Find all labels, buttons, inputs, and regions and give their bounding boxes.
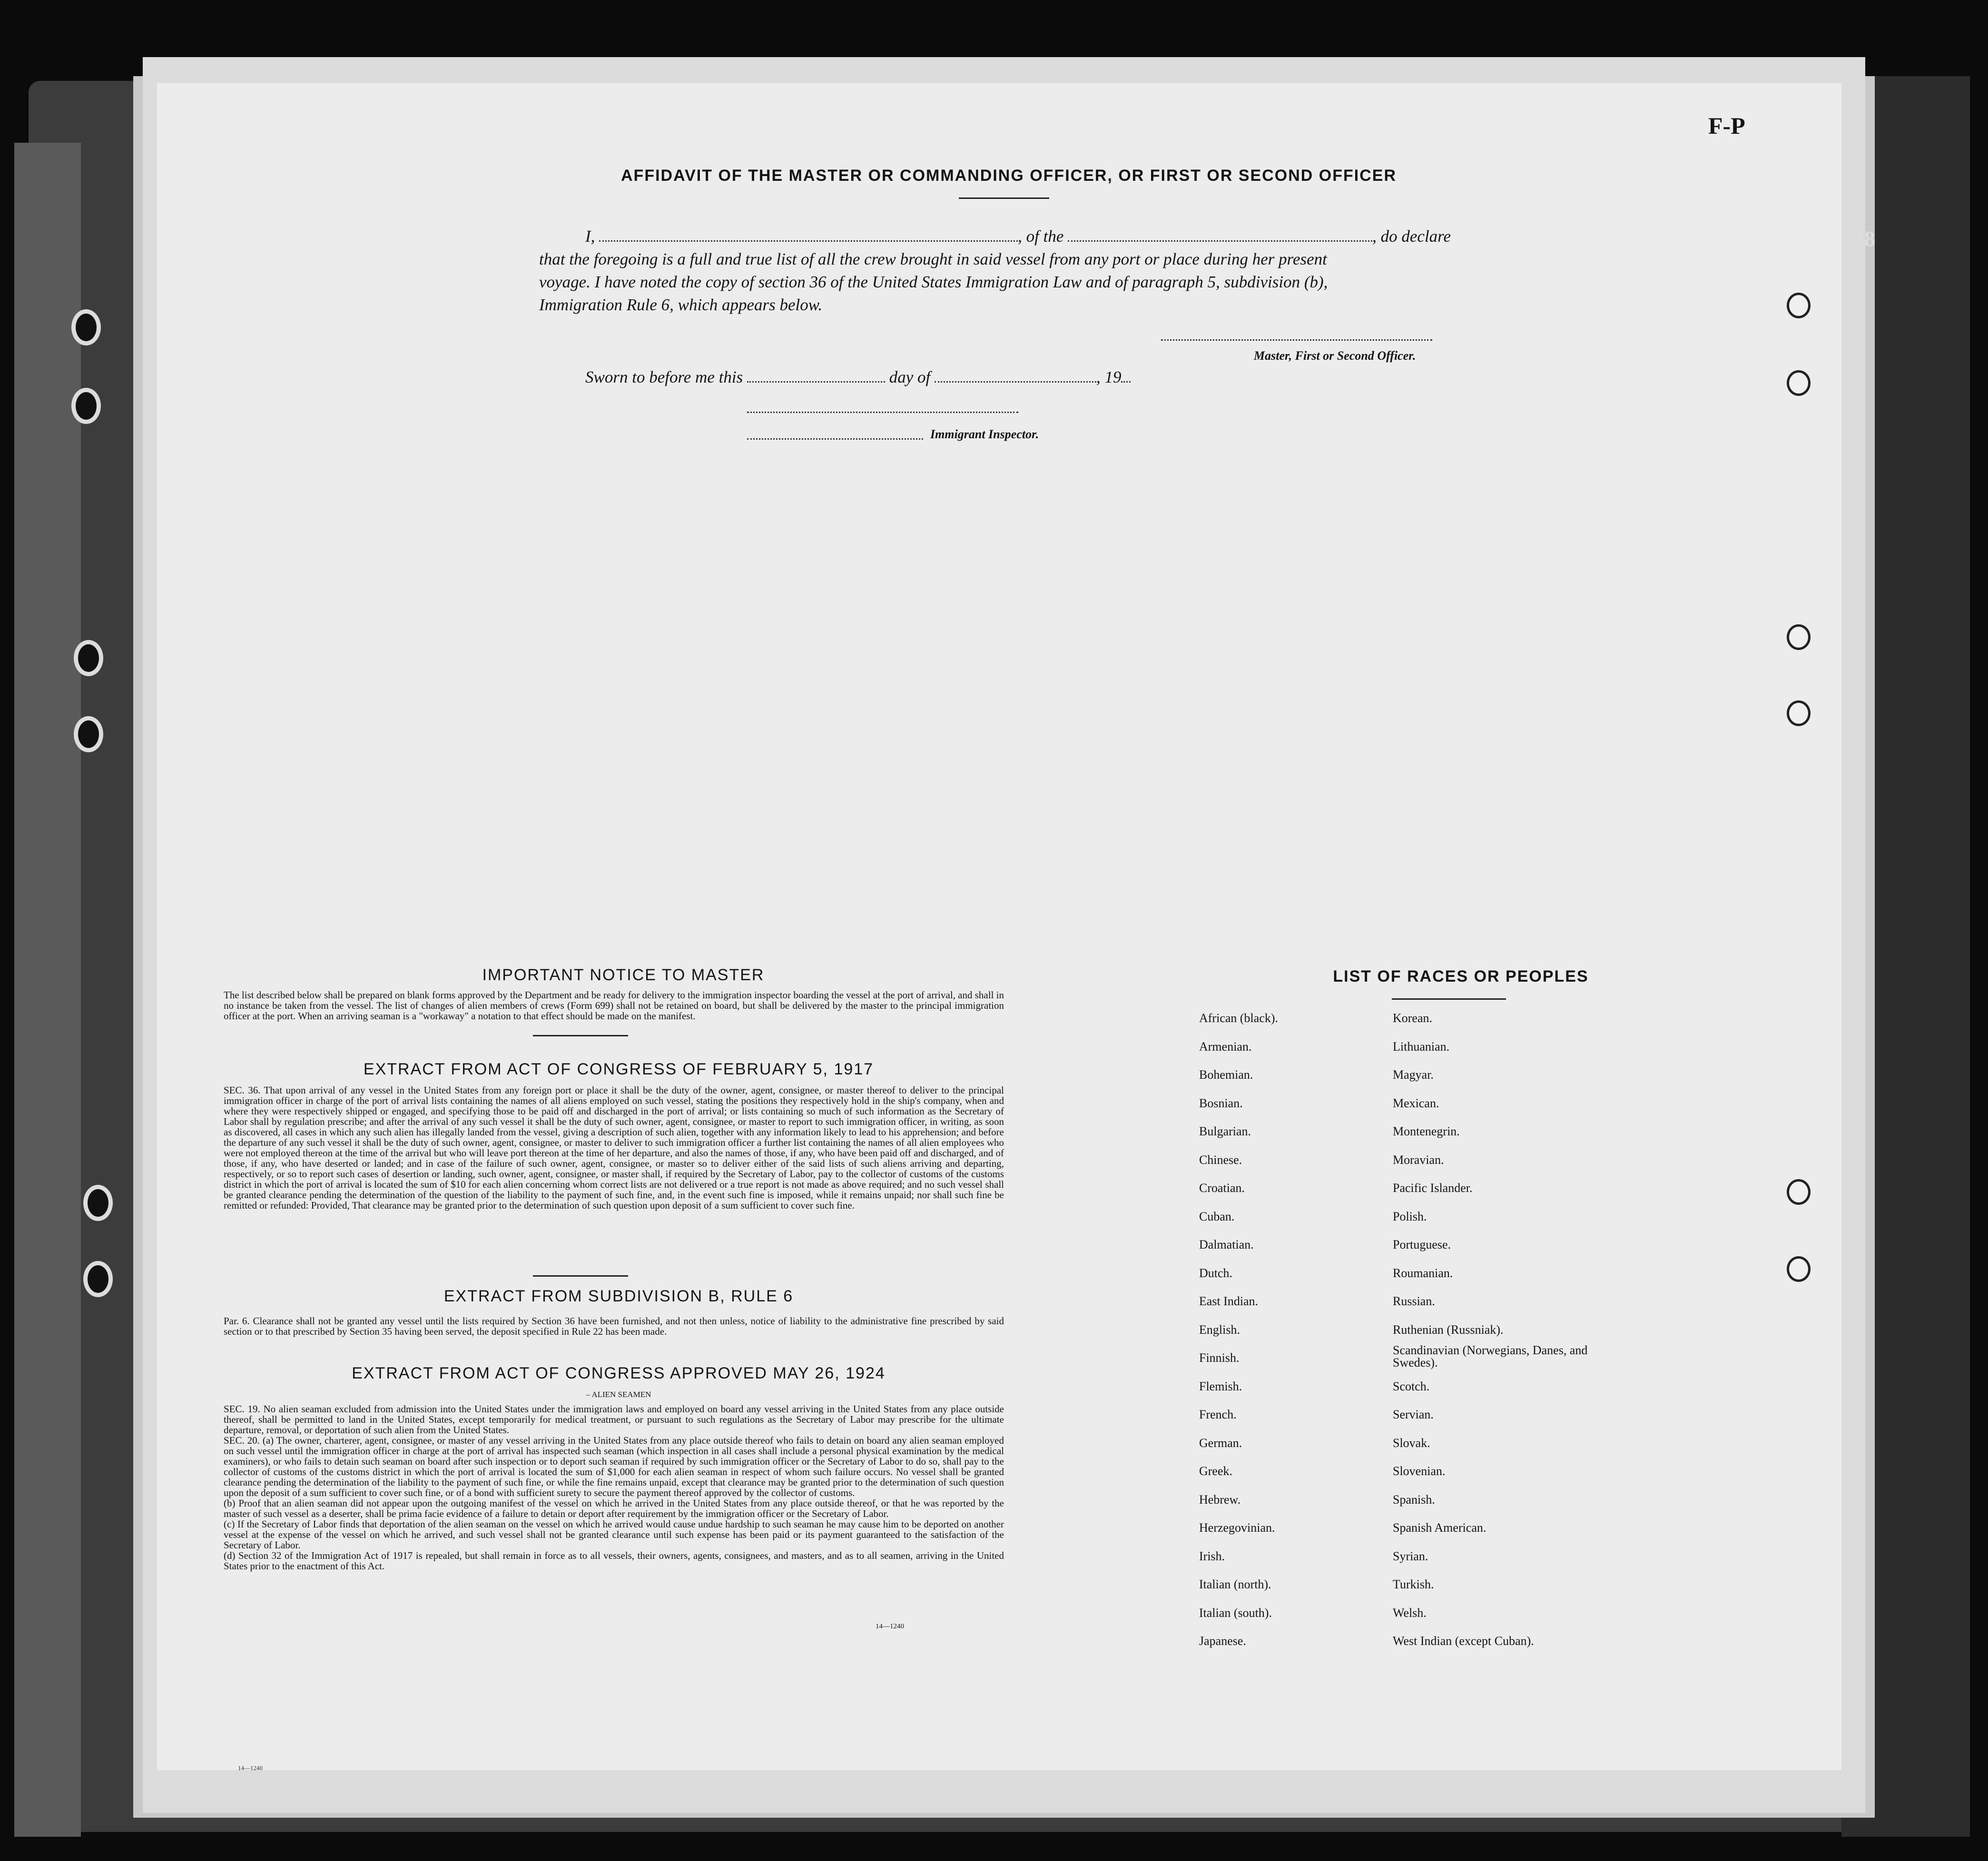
edge-mark: 28 <box>1853 226 1875 251</box>
race-item: Bulgarian. <box>1199 1124 1251 1138</box>
race-item: French. <box>1199 1408 1237 1421</box>
sworn-day-blank[interactable] <box>747 381 885 383</box>
sworn-year-blank[interactable] <box>1121 381 1131 383</box>
race-item: Bohemian. <box>1199 1068 1253 1082</box>
races-title-underline <box>1392 998 1506 1000</box>
race-item: Greek. <box>1199 1464 1233 1478</box>
race-item: Finnish. <box>1199 1351 1240 1365</box>
race-item: Mexican. <box>1393 1096 1439 1110</box>
punch-hole <box>1787 1179 1811 1205</box>
extract-rule6-text: Par. 6. Clearance shall not be granted any vessel until the lists required by Section 36 have been furnished, and not then unless, notice of liability to the administrative fine prescribed by said section or to that prescribed by Section 35 having been served, the deposit specified in Rule 22 has been made. <box>224 1315 1004 1337</box>
title-underline <box>959 197 1049 199</box>
master-signature-caption: Master, First or Second Officer. <box>1254 349 1416 363</box>
race-item: Magyar. <box>1393 1068 1434 1082</box>
punch-hole <box>1787 700 1811 726</box>
punch-hole <box>1787 370 1811 396</box>
sworn-line-end: , 19 <box>1096 368 1122 386</box>
race-item: Japanese. <box>1199 1634 1246 1648</box>
binder-hole <box>74 716 103 752</box>
race-item: Spanish American. <box>1393 1521 1486 1535</box>
punch-hole <box>1787 1256 1811 1282</box>
race-item: Chinese. <box>1199 1152 1242 1167</box>
extract-1924-title: EXTRACT FROM ACT OF CONGRESS APPROVED MAY 26, 1924 <box>352 1364 886 1382</box>
race-item: Korean. <box>1393 1011 1433 1025</box>
punch-hole <box>1787 624 1811 650</box>
race-item: Roumanian. <box>1393 1266 1453 1280</box>
race-item: Flemish. <box>1199 1379 1242 1393</box>
extract-1924-subtitle: – ALIEN SEAMEN <box>586 1390 651 1399</box>
binder-hole <box>74 640 103 676</box>
corner-mark: F-P <box>1708 112 1745 139</box>
master-signature-line[interactable] <box>1161 339 1432 341</box>
race-item: Spanish. <box>1393 1492 1435 1507</box>
race-item: Montenegrin. <box>1393 1124 1460 1138</box>
race-item: German. <box>1199 1436 1242 1450</box>
affidavit-line-3: voyage. I have noted the copy of section 36 of the United States Immigration Law and of paragraph 5, subdivision (b), <box>539 273 1328 291</box>
notice-title: IMPORTANT NOTICE TO MASTER <box>482 966 765 984</box>
race-item: Welsh. <box>1393 1605 1427 1620</box>
section-divider <box>533 1275 628 1277</box>
race-item: Italian (south). <box>1199 1605 1272 1620</box>
affidavit-line-4: Immigration Rule 6, which appears below. <box>539 295 823 314</box>
race-item: Scandinavian (Norwegians, Danes, and Swedes). <box>1393 1343 1588 1369</box>
binder-hole <box>83 1261 113 1297</box>
race-item: Bosnian. <box>1199 1096 1243 1110</box>
race-item: Syrian. <box>1393 1549 1428 1563</box>
race-item: Irish. <box>1199 1549 1225 1563</box>
race-item: Italian (north). <box>1199 1577 1271 1591</box>
race-item: Moravian. <box>1393 1152 1444 1167</box>
affidavit-line-1 <box>585 227 1451 246</box>
sworn-month-blank[interactable] <box>935 381 1096 383</box>
race-item: Dutch. <box>1199 1266 1233 1280</box>
race-item: Croatian. <box>1199 1181 1245 1195</box>
inspector-signature-line[interactable] <box>747 412 1018 413</box>
vessel-name-blank[interactable] <box>1068 240 1372 242</box>
punch-hole <box>1787 293 1811 318</box>
race-item: Turkish. <box>1393 1577 1434 1591</box>
race-item: Ruthenian (Russniak). <box>1393 1322 1504 1337</box>
binder-hole <box>83 1185 113 1221</box>
race-item: Scotch. <box>1393 1379 1430 1393</box>
sworn-line <box>585 368 1131 387</box>
extract-1924-paragraph: (d) Section 32 of the Immigration Act of 1917 is repealed, but shall remain in force as to all vessels, their owners, agents, consignees, and masters, and as to all seamen, arriving in the United States prior to the enactment of this Act. <box>224 1550 1004 1572</box>
race-item: Cuban. <box>1199 1209 1235 1223</box>
race-item: Russian. <box>1393 1294 1435 1308</box>
affidavit-title: AFFIDAVIT OF THE MASTER OR COMMANDING OFFICER, OR FIRST OR SECOND OFFICER <box>621 167 1397 185</box>
affidavit-line-1-start: I, <box>585 227 595 246</box>
binder-hole <box>71 388 101 424</box>
section-divider <box>533 1035 628 1036</box>
race-item: Polish. <box>1393 1209 1427 1223</box>
race-item: Herzegovinian. <box>1199 1521 1275 1535</box>
manifest-back-page <box>157 83 1875 1772</box>
extract-1924-paragraph: SEC. 19. No alien seaman excluded from admission into the United States under the immigration laws and employed on board any vessel arriving in the United States from any place outside thereof, shall be permitted to land in the United States, except temporarily for medical treatment, or pursuant to such regulations as the Secretary of Labor may prescribe for the ultimate departure, removal, or deportation of such alien from the United States. <box>224 1403 1004 1436</box>
extract-1924-body <box>224 1404 1004 1571</box>
extract-rule6-title: EXTRACT FROM SUBDIVISION B, RULE 6 <box>443 1287 794 1305</box>
race-item: Servian. <box>1393 1408 1434 1421</box>
footer-form-number: 14—1240 <box>238 1764 263 1772</box>
binder-spine <box>14 143 81 1837</box>
extract-1917-title: EXTRACT FROM ACT OF CONGRESS OF FEBRUARY 5, 1917 <box>363 1060 874 1078</box>
inspector-dotted-line <box>747 438 923 440</box>
race-item: Portuguese. <box>1393 1238 1451 1251</box>
race-item: Slovenian. <box>1393 1464 1446 1478</box>
sworn-line-start: Sworn to before me this <box>585 368 743 386</box>
extract-1924-paragraph: (b) Proof that an alien seaman did not appear upon the outgoing manifest of the vessel on which he arrived in the United States from any place outside thereof, or that he was reported by the master of such vessel as a deserter, shall be prima facie evidence of a failure to detain or deport after requirement by the immigration officer or the Secretary of Labor. <box>224 1497 1004 1519</box>
races-title: LIST OF RACES OR PEOPLES <box>1333 967 1589 985</box>
race-item: Lithuanian. <box>1393 1039 1450 1054</box>
race-item: Hebrew. <box>1199 1492 1241 1507</box>
affidavit-line-1-mid: , of the <box>1018 227 1064 246</box>
extract-1924-paragraph: SEC. 20. (a) The owner, charterer, agent, consignee, or master of any vessel arriving in the United States from any place outside thereof who fails to detain on board any alien seaman employed on such vessel until the immigration officer in charge at the port of arrival has inspected such seaman (which inspection in all cases shall include a personal physical examination by the medical examiners), or who fails to detain such seaman on board after such inspection or to deport such seaman if required by such immigration officer or the Secretary of Labor to do so, shall pay to the collector of customs of the customs district in which the port of arrival is located the sum of $1,000 for each alien seaman in respect of whom such failure occurs. No vessel shall be granted clearance pending the determination of the liability to the payment of such fine, or while the fine remains unpaid, except that clearance may be granted prior to the determination of such question upon the deposit of a sum sufficient to cover such fine, or of a bond with sufficient surety to secure the payment thereof approved by the collector of customs. <box>224 1435 1004 1498</box>
race-item: Pacific Islander. <box>1393 1181 1473 1195</box>
declarant-name-blank[interactable] <box>599 240 1018 242</box>
race-item: African (black). <box>1199 1011 1279 1025</box>
affidavit-line-2: that the foregoing is a full and true list of all the crew brought in said vessel from any port or place during her present <box>539 250 1327 268</box>
race-item: East Indian. <box>1199 1294 1259 1308</box>
extract-1917-text: SEC. 36. That upon arrival of any vessel in the United States from any foreign port or place it shall be the duty of the owner, agent, consignee, or master thereof to deliver to the principal immigration officer in charge of the port of arrival lists containing the names of all aliens employed on such vessel, stating the positions they respectively hold in the ship's company, when and where they were respectively shipped or engaged, and specifying those to be paid off and discharged in the port of arrival; or lists containing so much of such information as the Secretary of Labor shall by regulation prescribe; and after the arrival of any such vessel it shall be the duty of such owner, agent, consignee, or master to report to such immigration officer, in writing, as soon as discovered, all cases in which any such alien has illegally landed from the vessel, giving a description of such alien, together with any information likely to lead to his apprehension; and before the departure of any such vessel it shall be the duty of such owner, agent, consignee, or master to deliver to such immigration officer a further list containing the names of all alien employees who were not employed thereon at the time of the arrival but who will leave port thereon at the time of her departure, and also the names of those, if any, who have been paid off and discharged, and of those, if any, who have deserted or landed; and in case of the failure of such owner, agent, consignee, or master so to deliver either of the said lists of such aliens arriving and departing, respectively, or so to report such cases of desertion or landing, such owner, agent, consignee, or master shall, if required by the Secretary of Labor, pay to the collector of customs of the customs district in which the port of arrival is located the sum of $10 for each alien concerning whom correct lists are not delivered or a true report is not made as above required; and no such vessel shall be granted clearance pending the determination of the question of the liability to the payment of such fine, and, in the event such fine is imposed, while it remains unpaid; nor shall such fine be remitted or refunded: Provided, That clearance may be granted prior to the determination of such question upon deposit of a sum sufficient to cover such fine. <box>224 1084 1004 1211</box>
notice-text: The list described below shall be prepared on blank forms approved by the Department and be ready for delivery to the immigration inspector boarding the vessel at the port of arrival, and shall in no instance be taken from the vessel. The list of changes of alien members of crews (Form 699) shall not be retained on board, but shall be delivered by the master to the principal immigration officer at the port. When an arriving seaman is a "workaway" a notation to that effect should be made on the manifest. <box>224 989 1004 1022</box>
race-item: Dalmatian. <box>1199 1238 1254 1251</box>
affidavit-line-1-end: , do declare <box>1372 227 1451 246</box>
race-item: English. <box>1199 1322 1240 1337</box>
race-item: Armenian. <box>1199 1039 1252 1054</box>
sworn-line-mid: day of <box>889 368 931 386</box>
inspector-caption: Immigrant Inspector. <box>930 427 1039 441</box>
race-item: West Indian (except Cuban). <box>1393 1634 1534 1648</box>
binder-hole <box>71 309 101 345</box>
extract-form-number: 14—1240 <box>876 1623 904 1630</box>
race-item: Slovak. <box>1393 1436 1430 1450</box>
extract-1924-paragraph: (c) If the Secretary of Labor finds that deportation of the alien seaman on the vessel on which he arrived would cause undue hardship to such seaman he may cause him to be deported on another vessel at the expense of the vessel on which he arrived, and such vessel shall not be granted clearance until such expense has been paid or its payment guaranteed to the satisfaction of the Secretary of Labor. <box>224 1518 1004 1551</box>
